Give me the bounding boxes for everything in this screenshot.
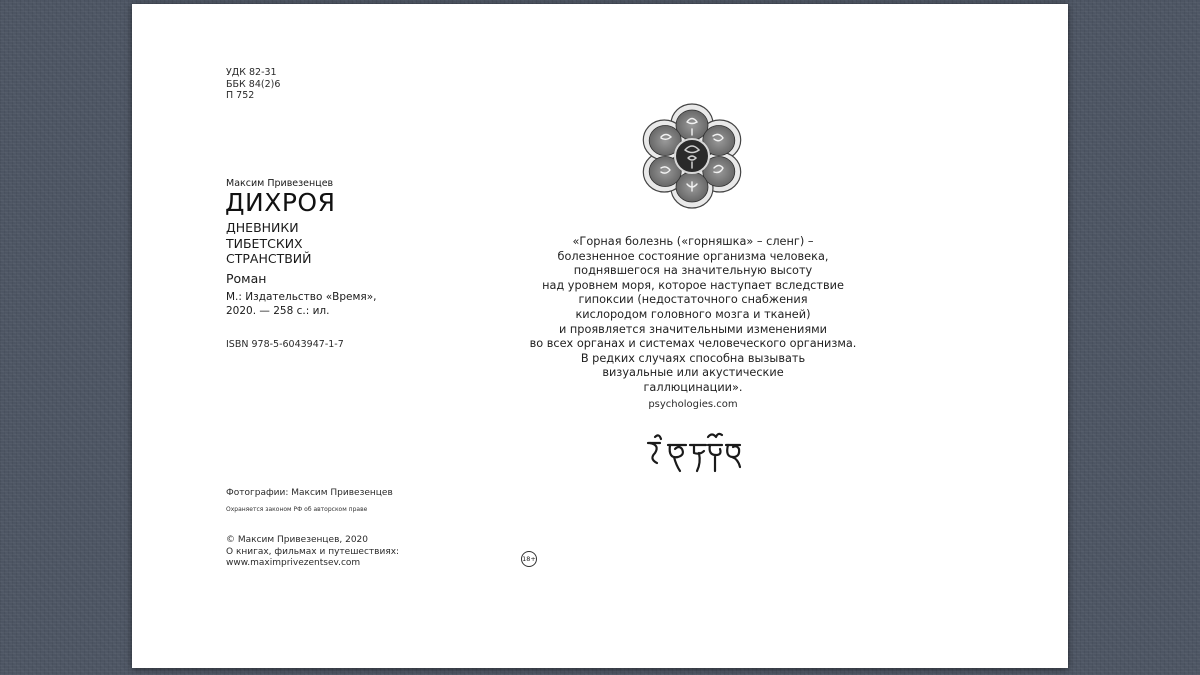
author-mark: П 752 — [226, 90, 255, 101]
publisher-imprint — [226, 290, 376, 318]
age-rating-badge: 18+ — [521, 551, 537, 567]
epigraph-line: болезненное состояние организма человека, — [557, 249, 829, 263]
book-subtitle — [226, 220, 312, 267]
photos-credit: Фотографии: Максим Привезенцев — [226, 488, 393, 498]
subtitle-line: СТРАНСТВИЙ — [226, 251, 312, 266]
isbn: ISBN 978-5-6043947-1-7 — [226, 339, 344, 350]
copyright-line: © Максим Привезенцев, 2020 — [226, 535, 368, 545]
copyright-block — [226, 535, 399, 570]
imprint-line: 2020. — 258 с.: ил. — [226, 305, 330, 317]
imprint-line: М.: Издательство «Время», — [226, 291, 377, 303]
epigraph-line: галлюцинации». — [643, 380, 743, 394]
epigraph-line: над уровнем моря, которое наступает вследствие — [542, 278, 844, 292]
epigraph-line: во всех органах и системах человеческого организма. — [529, 337, 857, 351]
epigraph-line: гипоксии (недостаточного снабжения — [578, 293, 808, 307]
epigraph-line: и проявляется значительными изменениями — [558, 322, 828, 336]
copyright-notice: Охраняется законом РФ об авторском праве — [226, 506, 368, 513]
bbk-code: ББК 84(2)6 — [226, 78, 281, 90]
classification-codes — [226, 67, 280, 102]
subtitle-line: ДНЕВНИКИ — [226, 220, 299, 235]
epigraph-line: поднявшегося на значительную высоту — [573, 264, 813, 278]
lotus-mandala-icon — [637, 101, 747, 211]
epigraph-line: В редких случаях способна вызывать — [580, 351, 806, 365]
book-genre: Роман — [226, 271, 267, 286]
website-link[interactable]: www.maximprivezentsev.com — [226, 558, 361, 568]
epigraph-source: psychologies.com — [648, 399, 738, 410]
udk-code: УДК 82-31 — [226, 67, 277, 78]
epigraph-quote — [520, 235, 866, 396]
subtitle-line: ТИБЕТСКИХ — [226, 235, 303, 251]
epigraph-line: «Горная болезнь («горняшка» – сленг) – — [572, 235, 814, 248]
epigraph-line: кислородом головного мозга и тканей) — [575, 307, 811, 321]
book-author: Максим Привезенцев — [226, 178, 334, 189]
book-title: ДИХРОЯ — [225, 188, 336, 217]
about-line: О книгах, фильмах и путешествиях: — [226, 546, 400, 557]
tibetan-script-icon — [644, 431, 744, 479]
epigraph-line: визуальные или акустические — [602, 366, 784, 380]
